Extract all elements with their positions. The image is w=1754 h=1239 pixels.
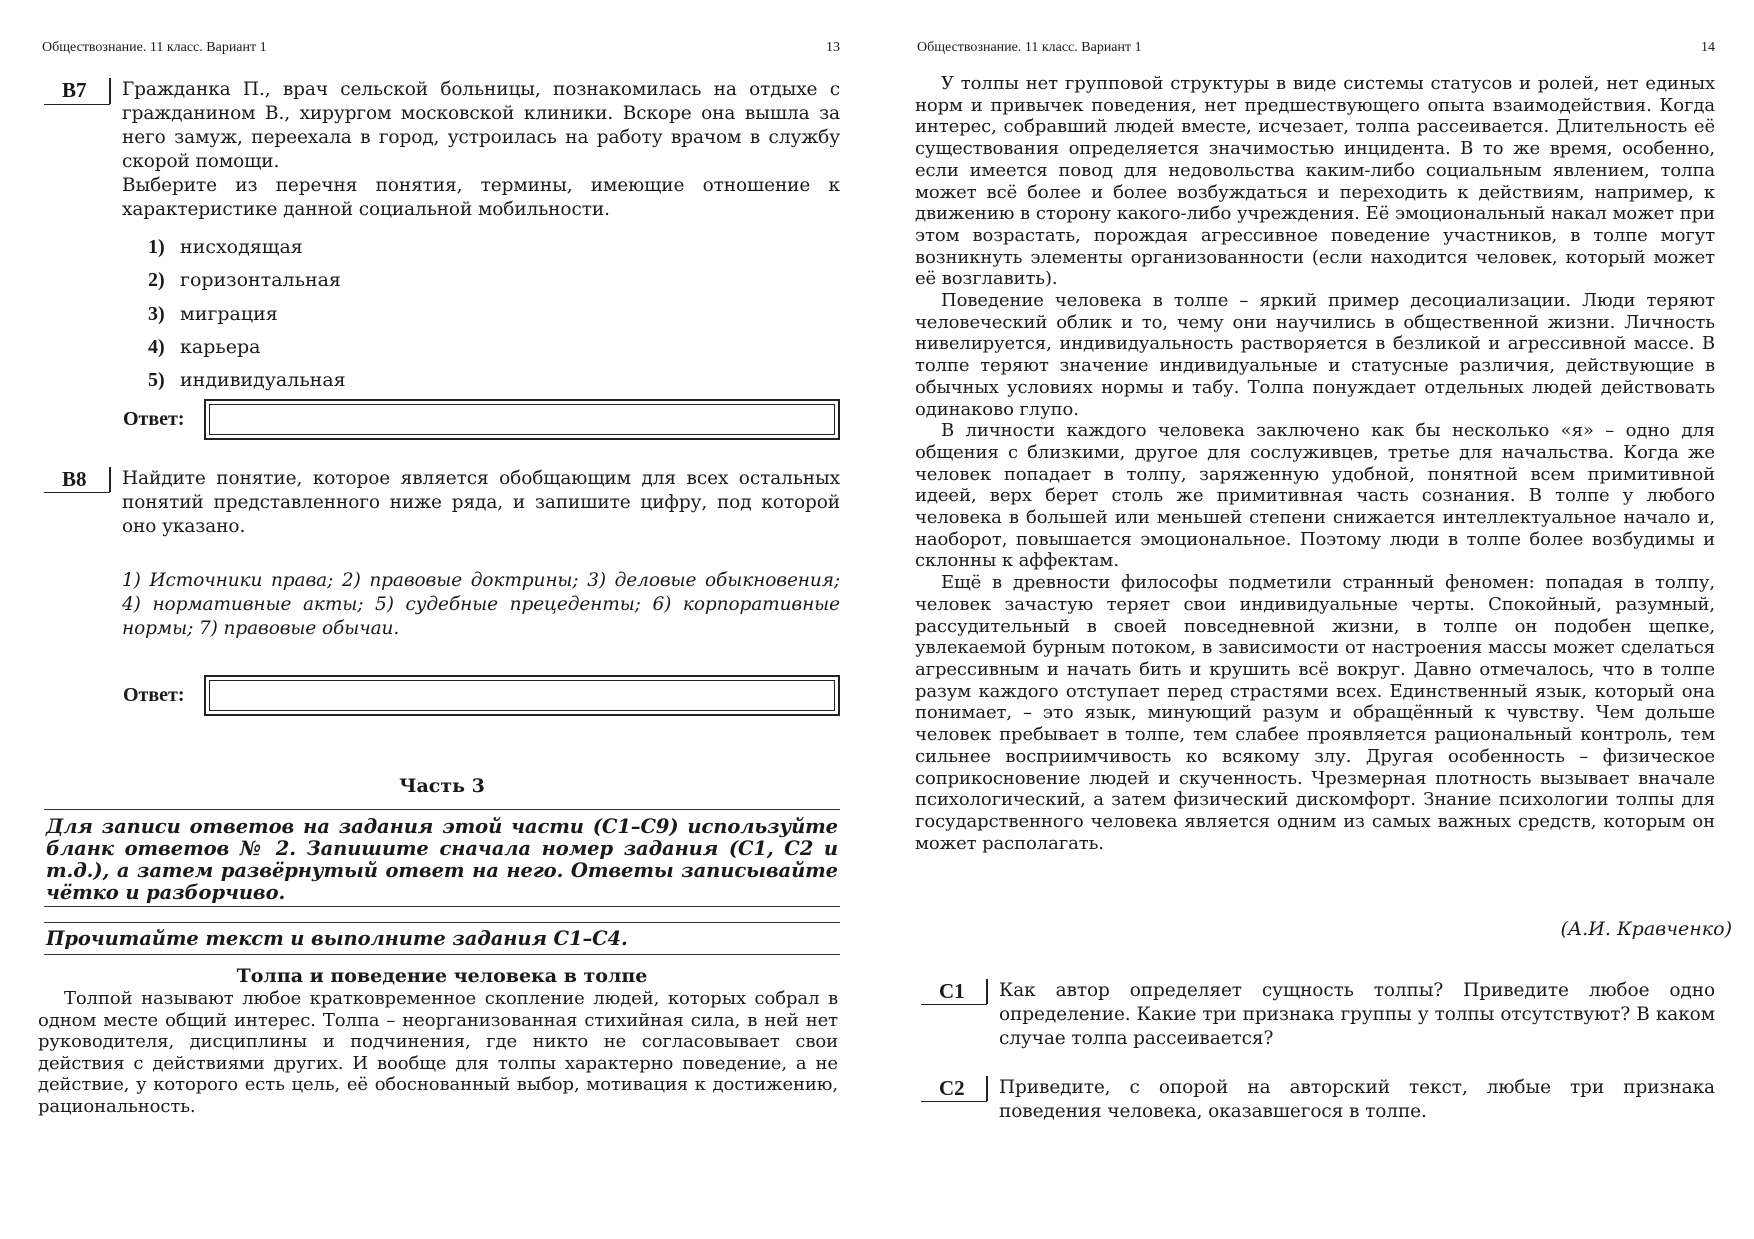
task-b7-option-4: [148, 336, 260, 359]
option-number: 4): [148, 336, 165, 358]
part3-instruction: Для записи ответов на задания этой части (С1–С9) используйте бланк ответов № 2. Запишите сначала номер задания (С1, С2 и т.д.), а затем развёрнутый ответ на него. Ответы записывайте чётко и разборчиво.: [46, 815, 838, 904]
task-b7-code: В7: [62, 78, 87, 102]
task-c1-text: Как автор определяет сущность толпы? Приведите любое одно определение. Какие три признака группы у толпы отсутствуют? В каком случае толпа рассеивается?: [999, 980, 1715, 1049]
option-number: 1): [148, 236, 165, 258]
task-b7-answer-box[interactable]: [204, 399, 840, 440]
part3-read-task: Прочитайте текст и выполните задания С1–С4.: [46, 927, 628, 950]
task-b7-option-1: [148, 236, 303, 259]
right-page-header: Обществознание. 11 класс. Вариант 1: [917, 40, 1142, 55]
task-b7-answer-label: Ответ:: [123, 408, 185, 430]
text-first-paragraph-content: Толпой называют любое кратковременное скопление людей, которых собрал в одном месте общий интерес. Толпа – неорганизованная стихийная сила, в ней нет руководителя, дисциплины и подчинения, где никто не согласовывает свои действия с действиями других. И вообще для толпы характерно поведение, а не действие, у которого есть цель, её обоснованный выбор, мотивация к достижению, рациональность.: [38, 988, 838, 1117]
option-text: карьера: [180, 336, 261, 358]
task-b8-list: 1) Источники права; 2) правовые доктрины; 3) деловые обыкновения; 4) нормативные акты; 5) судебные прецеденты; 6) корпоративные нормы; 7) правовые обычаи.: [122, 570, 840, 639]
option-text: горизонтальная: [180, 269, 341, 291]
right-page-number: 14: [1701, 40, 1715, 55]
task-b7-code-rule: [44, 104, 110, 105]
task-b7-body: [122, 78, 840, 222]
part3-rule-bottom: [44, 954, 840, 955]
option-number: 3): [148, 303, 165, 325]
task-c1-code-bar: [986, 979, 988, 1004]
task-c1-code-rule: [921, 1004, 987, 1005]
task-b8-answer-box[interactable]: [204, 675, 840, 716]
task-b8-answer-label: Ответ:: [123, 684, 185, 706]
task-c2-code: С2: [939, 1076, 965, 1100]
option-number: 2): [148, 269, 165, 291]
left-page-header: Обществознание. 11 класс. Вариант 1: [42, 40, 267, 55]
task-b8-code-rule: [44, 492, 110, 493]
task-c2-code-rule: [921, 1101, 987, 1102]
task-c2-text: Приведите, с опорой на авторский текст, любые три признака поведения человека, оказавшегося в толпе.: [999, 1077, 1715, 1122]
task-b8-text: Найдите понятие, которое является обобщающим для всех остальных понятий представленного ниже ряда, и запишите цифру, под которой оно указано.: [122, 468, 840, 537]
part3-rule-2: [44, 922, 840, 923]
task-b8-code: В8: [62, 467, 87, 491]
text-first-paragraph: [38, 988, 838, 1117]
task-b7-option-3: [148, 303, 278, 326]
text-continuation: [915, 73, 1715, 854]
right-page: [877, 0, 1754, 1239]
task-c1-code: С1: [939, 979, 965, 1003]
option-text: миграция: [180, 303, 278, 325]
task-b7-question: Выберите из перечня понятия, термины, имеющие отношение к характеристике данной социальной мобильности.: [122, 175, 840, 220]
left-page-number: 13: [826, 40, 840, 55]
text-paragraph: Ещё в древности философы подметили странный феномен: попадая в толпу, человек зачастую теряет свои индивидуальные черты. Спокойный, разумный, рассудительный в своей повседневной жизни, в толпе он подобен щепке, увлекаемой бурным потоком, в зависимости от настроения массы может сделаться агрессивным и начать бить и крушить всё вокруг. Давно отмечалось, что в толпе разум каждого отступает перед страстями всех. Единственный язык, который она понимает, – это язык, минующий разум и обращённый к чувству. Чем дольше человек пребывает в толпе, тем слабее проявляется рациональный контроль, тем сильнее восприимчивость ко всякому злу. Другая особенность – физическое соприкосновение людей и скученность. Чрезмерная плотность вызывает вначале психологический, а затем физический дискомфорт. Знание психологии толпы для государственного человека является одним из самых важных средств, которым он может располагать.: [915, 572, 1715, 854]
option-text: нисходящая: [180, 236, 303, 258]
option-number: 5): [148, 369, 165, 391]
text-title: Толпа и поведение человека в толпе: [236, 965, 648, 987]
text-paragraph: Поведение человека в толпе – яркий пример десоциализации. Люди теряют человеческий облик и то, чему они научились в общественной жизни. Личность нивелируется, индивидуальность растворяется в безликой и агрессивной массе. В толпе теряют значение индивидуальные и статусные различия, действующие в обычных условиях нормы и табу. Толпа понуждает отдельных людей действовать одинаково глупо.: [915, 290, 1715, 420]
task-b7-option-2: [148, 269, 341, 292]
text-paragraph: У толпы нет групповой структуры в виде системы статусов и ролей, нет единых норм и привычек поведения, нет предшествующего опыта взаимодействия. Когда интерес, собравший людей вместе, исчезает, толпа рассеивается. Длительность её существования определяется значимостью инцидента. В то же время, особенно, если имеется повод для недовольства каким-либо социальным явлением, толпа может всё более и более возбуждаться и переходить к действиям, например, к движению в сторону какого-либо учреждения. Её эмоциональный накал может при этом возрастать, порождая агрессивное поведение участников, в толпе могут возникнуть элементы организованности (если находится человек, который может её возглавить).: [915, 73, 1715, 290]
task-b7-code-bar: [109, 78, 111, 104]
text-source: (А.И. Кравченко): [1560, 918, 1732, 940]
part3-rule-mid: [44, 906, 840, 907]
task-c2-code-bar: [986, 1076, 988, 1101]
task-b8-code-bar: [109, 467, 111, 492]
option-text: индивидуальная: [180, 369, 346, 391]
task-b7-text: Гражданка П., врач сельской больницы, познакомилась на отдыхе с гражданином В., хирургом московской клиники. Вскоре она вышла за него замуж, переехала в город, устроилась на работу врачом в службу скорой помощи.: [122, 79, 840, 172]
task-b7-option-5: [148, 369, 346, 392]
part3-title: Часть 3: [399, 775, 485, 797]
part3-rule-top: [44, 809, 840, 810]
text-paragraph: В личности каждого человека заключено как бы несколько «я» – одно для общения с близкими, другое для сослуживцев, третье для начальства. Когда же человек попадает в толпу, заряженную удобной, понятной всем примитивной идеей, верх берет столь же примитивная часть сознания. В толпе у любого человека в большей или меньшей степени снижается интеллектуальное начало и, наоборот, повышается эмоциональное. Поэтому люди в толпе более возбудимы и склонны к аффектам.: [915, 420, 1715, 572]
